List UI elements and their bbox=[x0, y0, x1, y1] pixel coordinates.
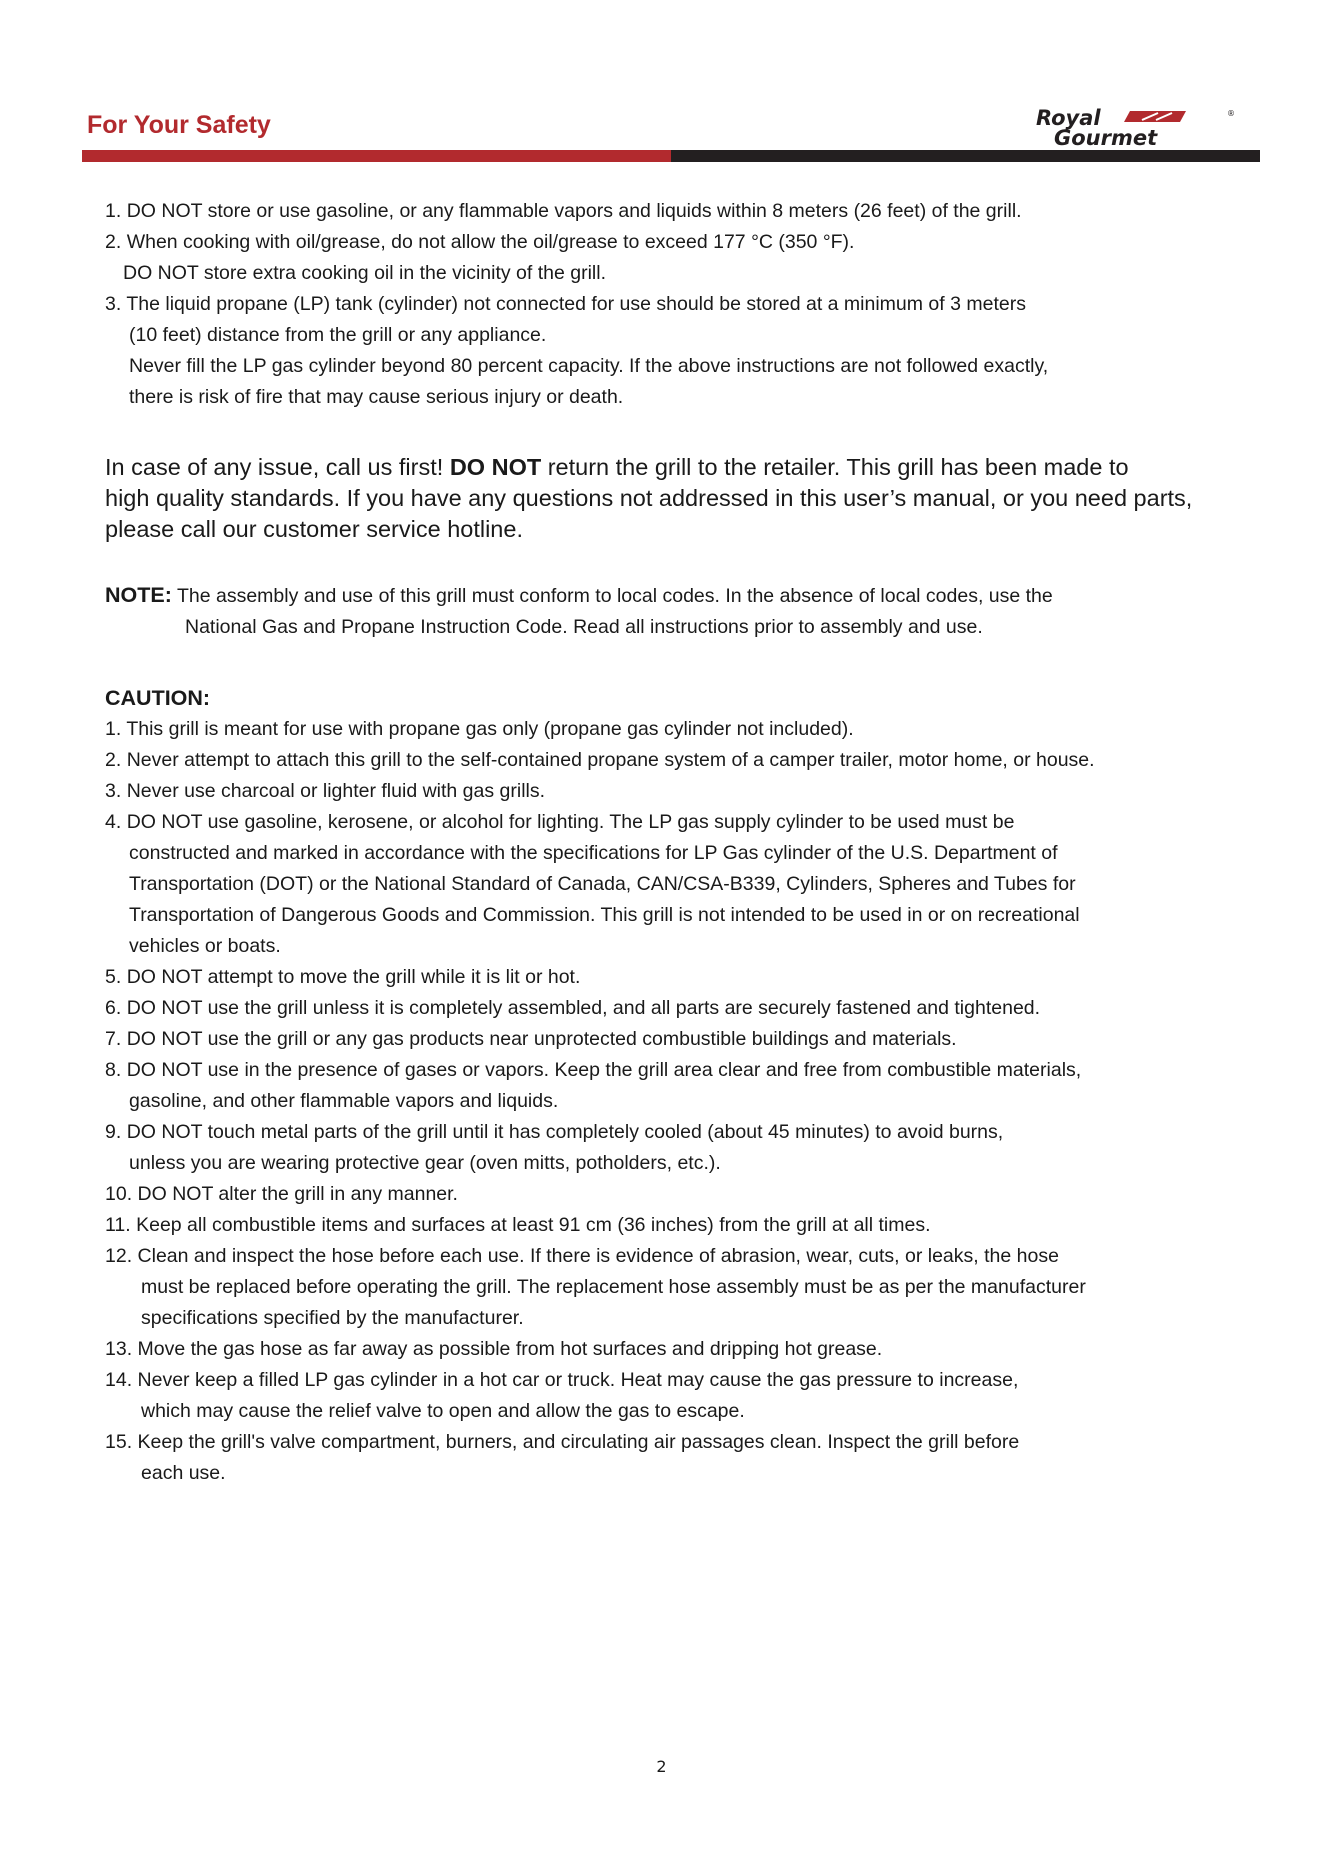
caution-item-11: 11. Keep all combustible items and surfaces at least 91 cm (36 inches) from the grill at all times. bbox=[105, 1214, 931, 1236]
caution-item-3: 3. Never use charcoal or lighter fluid with gas grills. bbox=[105, 780, 546, 802]
section-title: For Your Safety bbox=[87, 111, 271, 139]
header-rule-red bbox=[82, 150, 671, 162]
safety-item-2: 2. When cooking with oil/grease, do not allow the oil/grease to exceed 177 °C (350 °F). DO NOT store extra cooking oil in the vicinity of the grill. bbox=[105, 231, 855, 284]
caution-item-12: 12. Clean and inspect the hose before each use. If there is evidence of abrasion, wear, cuts, or leaks, the hose must be replaced before operating the grill. The replacement hose assembly must be as per the manufacturer specifications specified by the manufacturer. bbox=[105, 1245, 1086, 1329]
note-block: NOTE: The assembly and use of this grill must conform to local codes. In the absence of local codes, use the National Gas and Propane Instruction Code. Read all instructions prior to assembly and use. bbox=[105, 583, 1053, 638]
caution-heading: CAUTION: bbox=[105, 686, 211, 710]
safety-item-3: 3. The liquid propane (LP) tank (cylinder) not connected for use should be stored at a minimum of 3 meters (10 feet) distance from the grill or any appliance. Never fill the LP gas cylinder beyond 80 percent capacity. If the above instructions are not followed exactly, there is risk of fire that may cause serious injury or death. bbox=[105, 293, 1049, 408]
customer-service-notice: In case of any issue, call us first! DO NOT return the grill to the retailer. This grill has been made to high quality standards. If you have any questions not addressed in this user’s manual, or you need parts, please call our customer service hotline. bbox=[105, 454, 1193, 542]
caution-item-6: 6. DO NOT use the grill unless it is completely assembled, and all parts are securely fastened and tightened. bbox=[105, 997, 1041, 1019]
caution-item-15: 15. Keep the grill's valve compartment, burners, and circulating air passages clean. Inspect the grill before each use. bbox=[105, 1431, 1020, 1484]
safety-list bbox=[105, 196, 1048, 413]
caution-list bbox=[105, 714, 1095, 1489]
caution-item-8: 8. DO NOT use in the presence of gases or vapors. Keep the grill area clear and free from combustible materials, gasoline, and other flammable vapors and liquids. bbox=[105, 1059, 1082, 1112]
registered-mark: ® bbox=[1227, 109, 1235, 118]
caution-item-5: 5. DO NOT attempt to move the grill while it is lit or hot. bbox=[105, 966, 581, 988]
caution-item-9: 9. DO NOT touch metal parts of the grill until it has completely cooled (about 45 minutes) to avoid burns, unless you are wearing protective gear (oven mitts, potholders, etc.). bbox=[105, 1121, 1004, 1174]
page-number: 2 bbox=[656, 1757, 667, 1776]
logo-word-royal: Royal bbox=[1036, 106, 1101, 130]
safety-item-1: 1. DO NOT store or use gasoline, or any flammable vapors and liquids within 8 meters (26 feet) of the grill. bbox=[105, 200, 1022, 222]
caution-item-2: 2. Never attempt to attach this grill to the self-contained propane system of a camper trailer, motor home, or house. bbox=[105, 749, 1095, 771]
header-rule-dark bbox=[671, 150, 1260, 162]
caution-item-4: 4. DO NOT use gasoline, kerosene, or alcohol for lighting. The LP gas supply cylinder to be used must be constructed and marked in accordance with the specifications for LP Gas cylinder of the U.S. Department of Transportation (DOT) or the National Standard of Canada, CAN/CSA-B339, Cylinders, Spheres and Tubes for Transportation of Dangerous Goods and Commission. This grill is not intended to be used in or on recreational vehicles or boats. bbox=[105, 811, 1080, 957]
logo-word-gourmet: Gourmet bbox=[1054, 126, 1158, 150]
royal-gourmet-logo bbox=[1034, 104, 1234, 152]
caution-item-13: 13. Move the gas hose as far away as possible from hot surfaces and dripping hot grease. bbox=[105, 1338, 883, 1360]
caution-item-10: 10. DO NOT alter the grill in any manner. bbox=[105, 1183, 458, 1205]
caution-item-14: 14. Never keep a filled LP gas cylinder in a hot car or truck. Heat may cause the gas pressure to increase, which may cause the relief valve to open and allow the gas to escape. bbox=[105, 1369, 1019, 1422]
caution-item-1: 1. This grill is meant for use with propane gas only (propane gas cylinder not included). bbox=[105, 718, 854, 740]
do-not-emphasis: DO NOT bbox=[449, 454, 542, 480]
caution-item-7: 7. DO NOT use the grill or any gas products near unprotected combustible buildings and materials. bbox=[105, 1028, 957, 1050]
logo-flame-mark bbox=[1124, 111, 1186, 122]
note-label: NOTE: bbox=[105, 583, 172, 607]
